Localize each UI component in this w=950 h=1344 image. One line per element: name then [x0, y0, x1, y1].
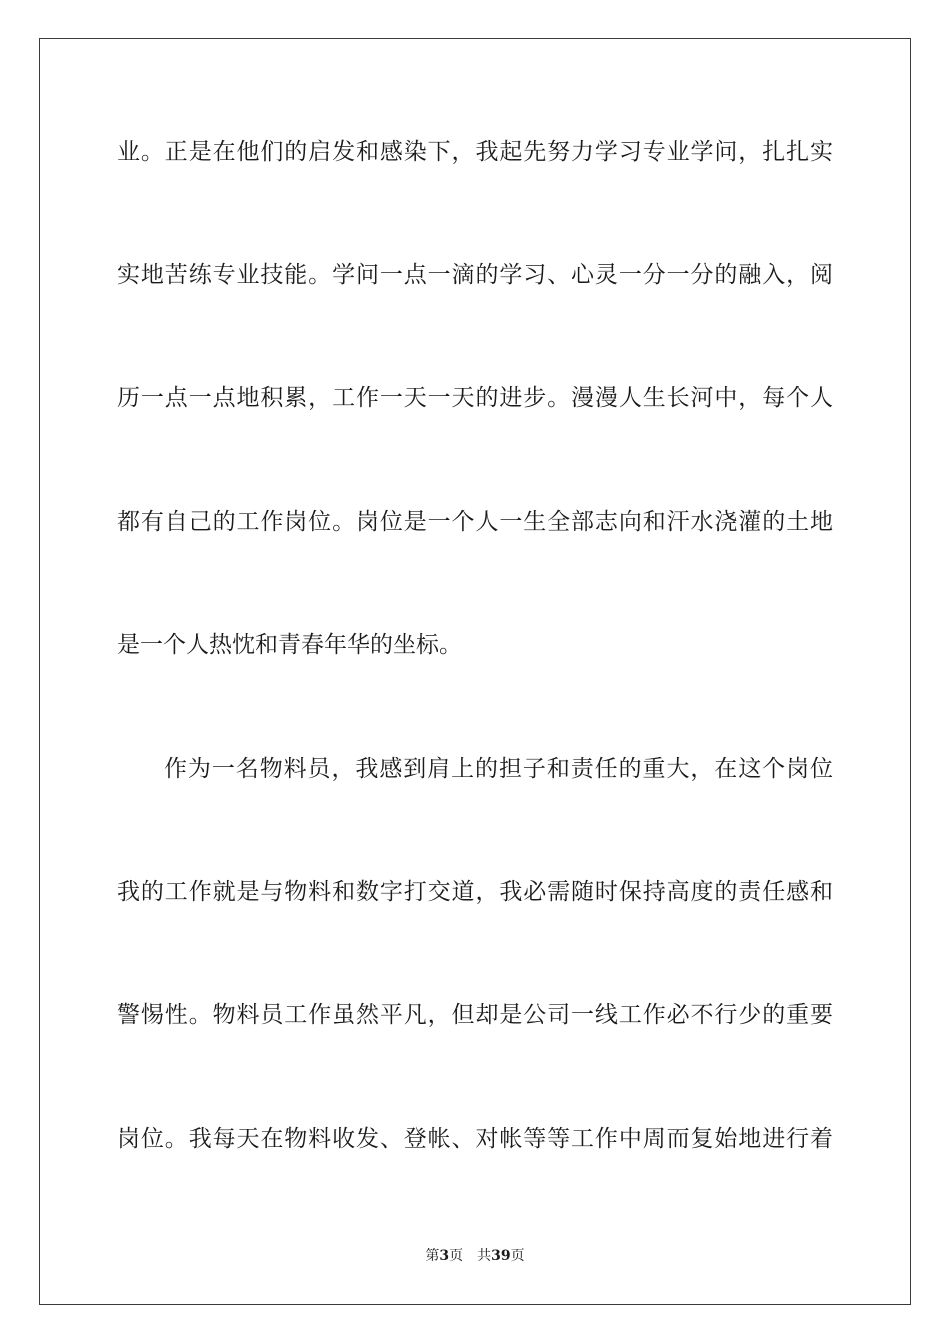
text-line-8: 警惕性。物料员工作虽然平凡，但却是公司一线工作必不行少的重要 [117, 1002, 833, 1028]
text-line-4: 都有自己的工作岗位。岗位是一个人一生全部志向和汗水浇灌的土地 [117, 509, 833, 535]
text-line-5: 是一个人热忱和青春年华的坐标。 [117, 632, 462, 658]
text-line-2: 实地苦练专业技能。学问一点一滴的学习、心灵一分一分的融入，阅 [117, 262, 833, 288]
text-line-1: 业。正是在他们的启发和感染下，我起先努力学习专业学问，扎扎实 [117, 139, 833, 165]
footer-total-pages: 39 [491, 1248, 511, 1264]
footer-page-prefix: 第 [425, 1248, 440, 1264]
footer-page-number: 3 [439, 1248, 450, 1264]
footer-page-suffix: 页 [449, 1248, 464, 1264]
text-line-6: 作为一名物料员，我感到肩上的担子和责任的重大，在这个岗位 [164, 756, 833, 782]
text-line-9: 岗位。我每天在物料收发、登帐、对帐等等工作中周而复始地进行着 [117, 1126, 833, 1152]
text-line-3: 历一点一点地积累，工作一天一天的进步。漫漫人生长河中，每个人 [117, 385, 833, 411]
page-footer [0, 1246, 950, 1266]
text-line-7: 我的工作就是与物料和数字打交道，我必需随时保持高度的责任感和 [117, 879, 833, 905]
page-border [39, 38, 911, 1305]
footer-total-prefix: 共 [477, 1248, 492, 1264]
footer-total-suffix: 页 [510, 1248, 525, 1264]
